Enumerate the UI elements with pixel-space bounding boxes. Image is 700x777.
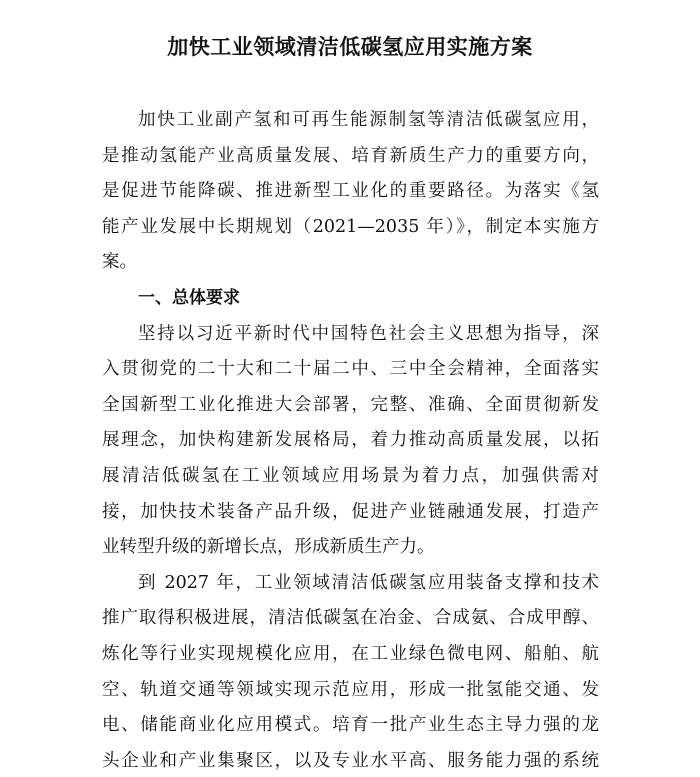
paragraph-3-line-6: 头企业和产业集聚区，以及专业水平高、服务能力强的系统 xyxy=(102,750,599,771)
paragraph-2-line-5: 展清洁低碳氢在工业领域应用场景为着力点，加强供需对 xyxy=(102,465,599,486)
document-title: 加快工业领域清洁低碳氢应用实施方案 xyxy=(167,35,533,59)
paragraph-1-line-2: 是推动氢能产业高质量发展、培育新质生产力的重要方向， xyxy=(102,145,599,166)
paragraph-3-line-4: 空、轨道交通等领域实现示范应用，形成一批氢能交通、发 xyxy=(102,679,599,700)
paragraph-1-line-3: 是促进节能降碳、推进新型工业化的重要路径。为落实《氢 xyxy=(102,181,599,202)
paragraph-2-line-1: 坚持以习近平新时代中国特色社会主义思想为指导，深 xyxy=(138,323,599,344)
paragraph-2-line-4: 展理念，加快构建新发展格局，着力推动高质量发展，以拓 xyxy=(102,430,599,451)
paragraph-1-line-1: 加快工业副产氢和可再生能源制氢等清洁低碳氢应用， xyxy=(138,110,599,130)
document-body xyxy=(102,103,599,777)
paragraph-2-line-3: 全国新型工业化推进大会部署，完整、准确、全面贯彻新发 xyxy=(102,394,599,415)
paragraph-1-line-5: 案。 xyxy=(102,252,137,273)
paragraph-2-line-7: 业转型升级的新增长点，形成新质生产力。 xyxy=(102,537,435,558)
paragraph-2-line-2: 入贯彻党的二十大和二十届二中、三中全会精神，全面落实 xyxy=(102,359,599,380)
paragraph-3-line-2: 推广取得积极进展，清洁低碳氢在冶金、合成氨、合成甲醇、 xyxy=(102,608,599,629)
paragraph-3-line-3: 炼化等行业实现规模化应用，在工业绿色微电网、船舶、航 xyxy=(102,643,599,664)
paragraph-3-line-5: 电、储能商业化应用模式。培育一批产业生态主导力强的龙 xyxy=(102,715,599,736)
paragraph-1-line-4: 能产业发展中长期规划（2021—2035 年）》，制定本实施方 xyxy=(102,216,599,237)
paragraph-2-line-6: 接，加快技术装备产品升级，促进产业链融通发展，打造产 xyxy=(102,501,599,522)
paragraph-3-line-1: 到 2027 年，工业领域清洁低碳氢应用装备支撑和技术 xyxy=(138,572,599,593)
section-heading-general-requirements: 一、总体要求 xyxy=(138,287,240,308)
